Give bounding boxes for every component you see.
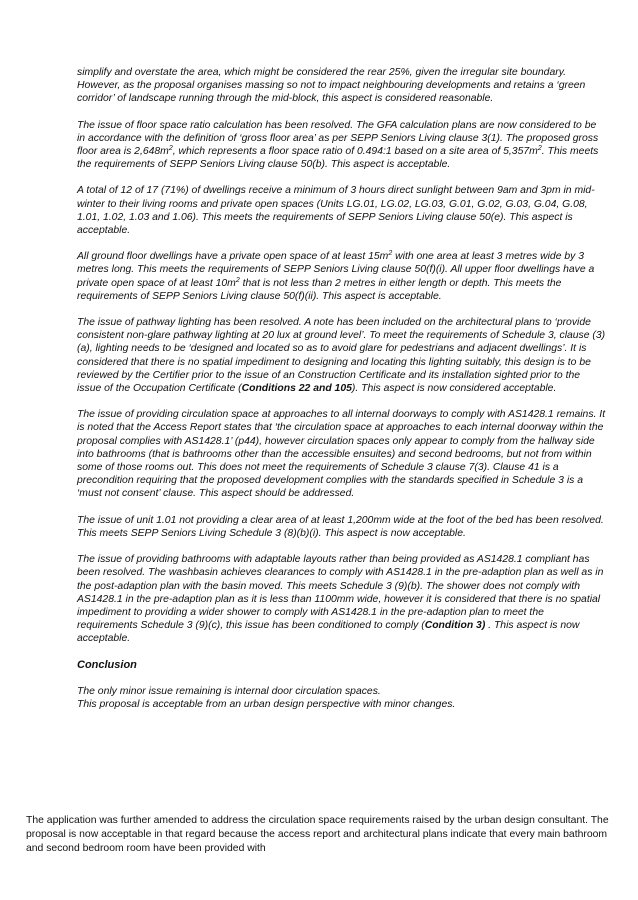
body-paragraph: The application was further amended to address the circulation space requirements raised by the urban design consultant. The proposal is now acceptable in that regard because the access report and architectural plans indicate that every main bathroom and second bedroom room have been provided with <box>26 815 609 855</box>
paragraph-private-open-space: All ground floor dwellings have a private open space of at least $15m^2$ with one area at least 3 metres wide by 3 metres long. This meets the requirements of SEPP Seniors Living clause 50(f)(i). All upper floor dwellings have a private open space of at least $10m^2$ that is not less than 2 metres in either length or depth. This meets the requirements of SEPP Seniors Living clause 50(f)(ii). This aspect is acceptable. <box>77 250 595 302</box>
paragraph-pathway-lighting: The issue of pathway lighting has been resolved. A note has been included on the architectural plans to ‘provide consistent non-glare pathway lighting at 20 lux at ground level’. To meet the requirements of Schedule 3, clause (3)(a), lighting needs to be ‘designed and located so as to avoid glare for pedestrians and adjacent dwellings’. It is considered that there is no spatial impediment to designing and locating this lighting suitably, this design is to be reviewed by the Certifier prior to the issue of an Construction Certificate and its installation sighted prior to the issue of the Occupation Certificate (Conditions 22 and 105). This aspect is now considered acceptable. <box>77 317 606 395</box>
paragraph-bathrooms: The issue of providing bathrooms with adaptable layouts rather than being provided as AS1428.1 compliant has been resolved. The washbasin achieves clearances to comply with AS1428.1 in the pre-adaption plan as well as in the post-adaption plan with the basin moved. This meets Schedule 3 (9)(b). The shower does not comply with AS1428.1 in the pre-adaption plan as it is less than 1100mm wide, however it is considered that there is no spatial impediment to providing a wider shower to comply with AS1428.1 in the pre-adaption plan to meet the requirements Schedule 3 (9)(c), this issue has been conditioned to comply (Condition 3) . This aspect is now acceptable. <box>77 554 604 645</box>
paragraph-circulation-space: The issue of providing circulation space at approaches to all internal doorways to comply with AS1428.1 remains. It is noted that the Access Report states that ‘the circulation space at approaches to each internal doorway within the proposal complies with AS1428.1’ (p44), however circulation spaces only appear to comply from the hallway side into bathrooms (that is bathrooms other than the accessible ensuites) and second bedrooms, but not from within some of those rooms out. This does not meet the requirements of Schedule 3 clause 7(3). Clause 41 is a precondition requiring that the proposed development complies with the standards specified in Schedule 3 is a ‘must not consent’ clause. This aspect should be addressed. <box>77 409 606 500</box>
paragraph-rear-setback: simplify and overstate the area, which might be considered the rear 25%, given the irregular site boundary. However, as the proposal organises massing so not to impact neighbouring developments and retains a ‘green corridor’ of landscape running through the mid-block, this aspect is considered reasonable. <box>77 67 586 105</box>
conclusion-heading: Conclusion <box>77 658 137 671</box>
paragraph-floor-space-ratio: The issue of floor space ratio calculation has been resolved. The GFA calculation plans are now considered to be in accordance with the definition of ‘gross floor area’ as per SEPP Seniors Living clause 3(1). The proposed gross floor area is $2,648m^2$, which represents a floor space ratio of 0.494:1 based on a site area of $5,357m^2$. This meets the requirements of SEPP Seniors Living clause 50(b). This aspect is acceptable. <box>77 119 599 171</box>
conclusion-line-1: The only minor issue remaining is internal door circulation spaces. <box>77 685 381 697</box>
quoted-consultant-comments <box>77 66 607 724</box>
conclusion-line-2: This proposal is acceptable from an urban design perspective with minor changes. <box>77 698 456 710</box>
paragraph-unit-101: The issue of unit 1.01 not providing a clear area of at least 1,200mm wide at the foot of the bed has been resolved. This meets SEPP Seniors Living Schedule 3 (8)(b)(i). This aspect is now acceptable. <box>77 514 604 539</box>
paragraph-solar-access: A total of 12 of 17 (71%) of dwellings receive a minimum of 3 hours direct sunlight between 9am and 3pm in mid-winter to their living rooms and private open spaces (Units LG.01, LG.02, LG.03, G.01, G.02, G.03, G.04, G.08, 1.01, 1.02, 1.03 and 1.06). This meets the requirements of SEPP Seniors Living clause 50(e). This aspect is acceptable. <box>77 185 595 237</box>
